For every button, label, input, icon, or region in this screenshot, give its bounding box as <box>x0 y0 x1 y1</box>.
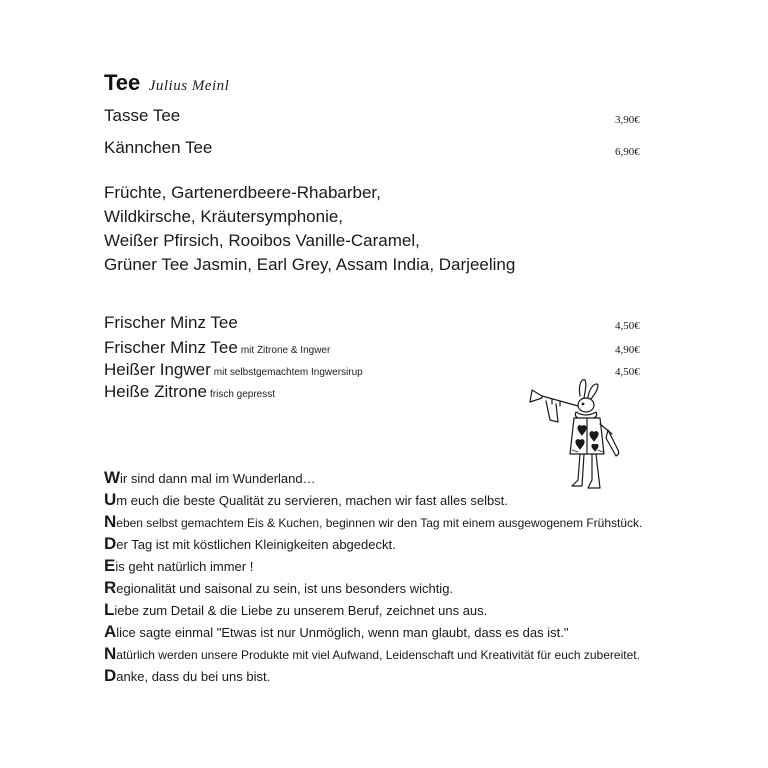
item-note: mit selbstgemachtem Ingwersirup <box>213 367 363 378</box>
acrostic-line <box>104 555 642 577</box>
menu-item <box>104 106 180 126</box>
item-price: 4,90€ <box>615 344 640 356</box>
title-text: Tee <box>104 70 141 95</box>
acrostic-initial: D <box>104 534 117 553</box>
flavor-line: Wildkirsche, Kräutersymphonie, <box>104 207 344 226</box>
flavor-line: Grüner Tee Jasmin, Earl Grey, Assam India, Darjeeling <box>104 255 516 274</box>
acrostic-rest: iebe zum Detail & die Liebe zu unserem Beruf, zeichnet uns aus. <box>114 603 488 618</box>
item-note: frisch gepresst <box>209 389 276 400</box>
acrostic-initial: N <box>104 512 117 531</box>
acrostic-initial: E <box>104 556 116 575</box>
acrostic-line <box>104 489 642 511</box>
item-price: 4,50€ <box>615 366 640 378</box>
section-title <box>104 70 229 96</box>
acrostic-initial: A <box>104 622 117 641</box>
acrostic-rest: eben selbst gemachtem Eis & Kuchen, beginnen wir den Tag mit einem ausgewogenem Frühstück. <box>116 516 643 530</box>
menu-item <box>104 138 212 158</box>
acrostic-line <box>104 599 642 621</box>
acrostic-initial: W <box>104 468 121 487</box>
item-name: Tasse Tee <box>104 106 181 125</box>
acrostic-rest: egionalität und saisonal zu sein, ist uns besonders wichtig. <box>116 581 454 596</box>
item-name: Frischer Minz Tee <box>104 313 238 332</box>
acrostic-initial: R <box>104 578 117 597</box>
acrostic-rest: lice sagte einmal "Etwas ist nur Unmöglich, wenn man glaubt, dass es das ist." <box>116 625 569 640</box>
flavor-list <box>104 181 515 277</box>
menu-item <box>104 360 363 380</box>
acrostic-initial: N <box>104 644 117 663</box>
acrostic-line <box>104 467 642 489</box>
acrostic-rest: ir sind dann mal im Wunderland… <box>120 471 316 486</box>
flavor-line: Früchte, Gartenerdbeere-Rhabarber, <box>104 183 381 202</box>
acrostic-initial: U <box>104 490 117 509</box>
acrostic-line <box>104 621 642 643</box>
item-name: Heißer Ingwer <box>104 360 211 379</box>
item-name: Heiße Zitrone <box>104 382 207 401</box>
menu-item <box>104 382 275 402</box>
acrostic-line <box>104 665 642 687</box>
menu-item <box>104 338 330 358</box>
item-price: 6,90€ <box>615 146 640 158</box>
acrostic-rest: atürlich werden unsere Produkte mit viel Aufwand, Leidenschaft und Kreativität für euch zubereitet. <box>116 648 640 662</box>
brand-subtitle: Julius Meinl <box>148 78 230 94</box>
acrostic-line <box>104 533 642 555</box>
item-name: Kännchen Tee <box>104 138 213 157</box>
acrostic-line <box>104 511 642 533</box>
acrostic-text <box>104 467 642 687</box>
acrostic-initial: D <box>104 666 117 685</box>
acrostic-line <box>104 577 642 599</box>
flavor-line: Weißer Pfirsich, Rooibos Vanille-Caramel, <box>104 231 420 250</box>
acrostic-rest: is geht natürlich immer ! <box>115 559 254 574</box>
item-name: Frischer Minz Tee <box>104 338 238 357</box>
acrostic-rest: m euch die beste Qualität zu servieren, machen wir fast alles selbst. <box>116 493 508 508</box>
acrostic-rest: anke, dass du bei uns bist. <box>116 669 271 684</box>
menu-item <box>104 313 238 333</box>
acrostic-line <box>104 643 642 665</box>
acrostic-initial: L <box>104 600 115 619</box>
item-note: mit Zitrone & Ingwer <box>240 345 331 356</box>
item-price: 3,90€ <box>615 114 640 126</box>
acrostic-rest: er Tag ist mit köstlichen Kleinigkeiten abgedeckt. <box>116 537 396 552</box>
item-price: 4,50€ <box>615 320 640 332</box>
